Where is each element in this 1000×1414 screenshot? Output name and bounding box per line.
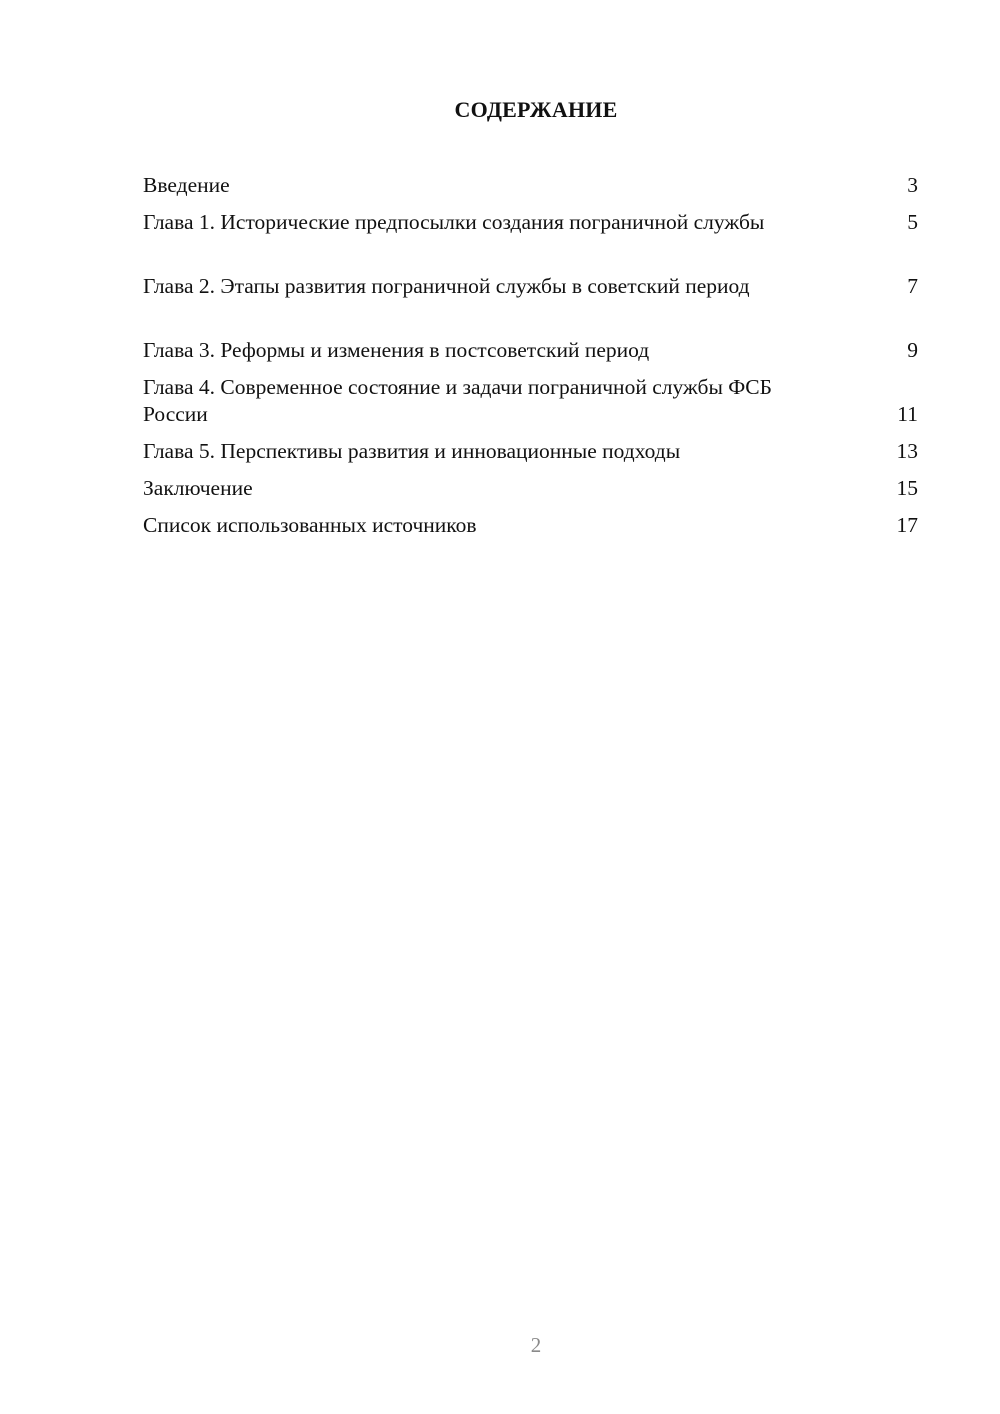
toc-entry-conclusion[interactable] — [143, 475, 918, 502]
toc-entry-chapter-3[interactable] — [143, 337, 918, 364]
toc-entry-text: Глава 5. Перспективы развития и инновационные подходы — [143, 439, 681, 463]
toc-entry-chapter-2[interactable] — [143, 273, 918, 300]
toc-entry-chapter-4[interactable] — [143, 374, 918, 427]
toc-entry-introduction[interactable] — [143, 172, 918, 199]
toc-entry-references[interactable] — [143, 512, 918, 539]
toc-entry-page: 17 — [896, 513, 918, 537]
toc-entry-text: Глава 1. Исторические предпосылки создания пограничной службы — [143, 210, 765, 234]
toc-entry-text: Глава 3. Реформы и изменения в постсоветский период — [143, 338, 650, 362]
toc-entry-page: 13 — [896, 439, 918, 463]
toc-entry-chapter-1[interactable] — [143, 209, 918, 236]
toc-entry-text: Список использованных источников — [143, 513, 477, 537]
toc-entry-page: 9 — [907, 338, 918, 362]
toc-entry-text: Заключение — [143, 476, 253, 500]
toc-entry-page: 3 — [907, 173, 918, 197]
toc-entry-chapter-5[interactable] — [143, 438, 918, 465]
toc-entry-page: 7 — [907, 274, 918, 298]
toc-entry-page: 15 — [896, 476, 918, 500]
toc-entry-text: Глава 4. Современное состояние и задачи пограничной службы ФСБ России — [143, 375, 772, 426]
toc-entry-page: 5 — [907, 210, 918, 234]
page-title: СОДЕРЖАНИЕ — [454, 97, 618, 122]
page-number: 2 — [530, 1333, 542, 1357]
toc-entry-text: Введение — [143, 173, 230, 197]
toc-entry-text: Глава 2. Этапы развития пограничной службы в советский период — [143, 274, 750, 298]
toc-entry-page: 11 — [897, 401, 918, 426]
